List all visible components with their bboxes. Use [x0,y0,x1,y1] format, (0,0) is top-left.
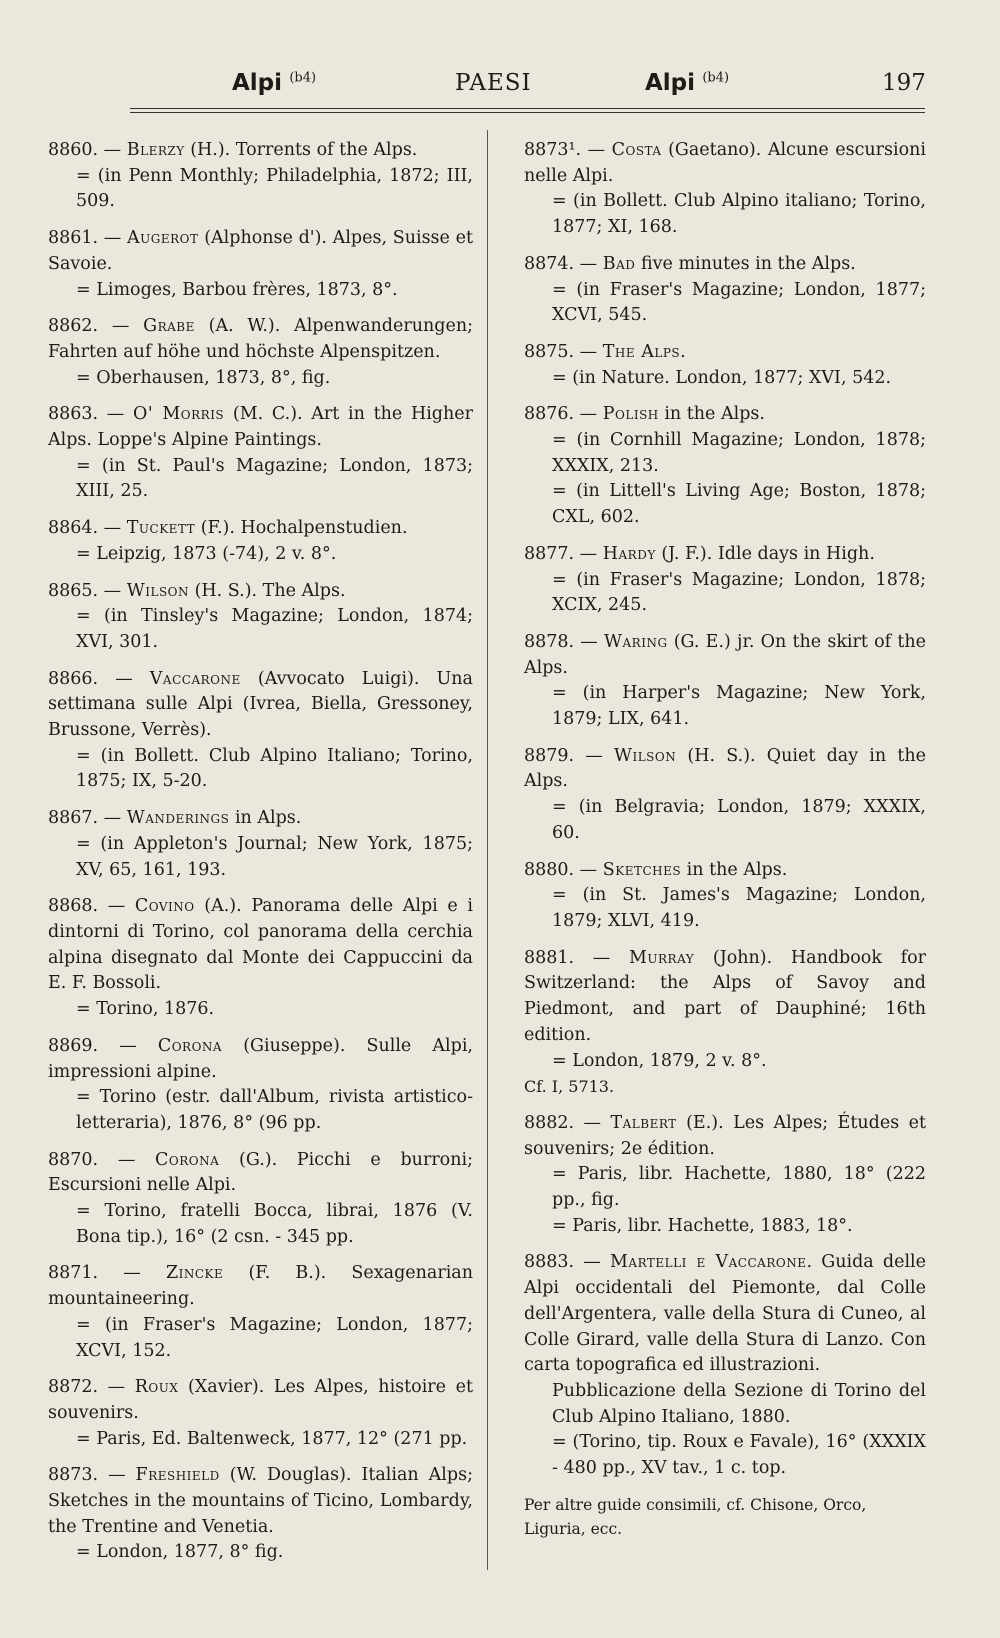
entry-8874: 8874. — Bad five minutes in the Alps. = (in Fraser's Magazine; London, 1877; XCVI, 545. [524,253,926,326]
entry-8877: 8877. — Hardy (J. F.). Idle days in High. = (in Fraser's Magazine; London, 1878; XCIX, 245. [524,543,926,616]
entry-8878: 8878. — Waring (G. E.) jr. On the skirt of the Alps. = (in Harper's Magazine; New York, 1879; LIX, 641. [524,631,926,730]
entry-8873-1: 8873¹. — Costa (Gaetano). Alcune escursioni nelle Alpi. = (in Bollett. Club Alpino italiano; Torino, 1877; XI, 168. [524,140,926,238]
entry-8862: 8862. — Grabe (A. W.). Alpenwanderungen; Fahrten auf höhe und höchste Alpenspitzen. = Oberhausen, 1873, 8°, fig. [48,316,473,388]
entry-8876: 8876. — Polish in the Alps. = (in Cornhill Magazine; London, 1878; XXXIX, 213. = (in Littell's Living Age; Boston, 1878; CXL, 602. [524,404,926,528]
entry-8864: 8864. — Tuckett (F.). Hochalpenstudien. = Leipzig, 1873 (-74), 2 v. 8°. [48,518,408,564]
entry-8865: 8865. — Wilson (H. S.). The Alps. = (in Tinsley's Magazine; London, 1874; XVI, 301. [48,580,473,652]
page-number: 197 [882,70,926,96]
entry-8860: 8860. — Blerzy (H.). Torrents of the Alps. = (in Penn Monthly; Philadelphia, 1872; III, 509. [48,140,473,212]
entry-8873: 8873. — Freshield (W. Douglas). Italian Alps; Sketches in the mountains of Ticino, Lombardy, the Trentine and Venetia. = London, 1877, 8° fig. [48,1465,473,1563]
left-column [48,138,473,1577]
header-left: Alpi $^{(b4)}$ [232,70,317,96]
entry-8879: 8879. — Wilson (H. S.). Quiet day in the Alps. = (in Belgravia; London, 1879; XXXIX, 60. [524,745,926,843]
entry-8883: 8883. — Martelli e Vaccarone. Guida delle Alpi occidentali del Piemonte, dal Colle dell'Argentera, valle della Stura di Cuneo, al Colle Girard, valle della Stura di Lanzo. Con carta topografica ed illustrazioni. Pubblicazione della Sezione di Torino del Club Alpino Italiano, 1880. = (Torino, tip. Roux e Favale), 16° (XXXIX - 480 pp., XV tav., 1 c. top. [524,1252,927,1479]
header-rule [130,108,925,109]
running-header [0,70,1000,110]
entry-8871: 8871. — Zincke (F. B.). Sexagenarian mountaineering. = (in Fraser's Magazine; London, 1877; XCVI, 152. [48,1263,473,1361]
entry-8875: 8875. — The Alps. = (in Nature. London, 1877; XVI, 542. [524,341,892,388]
entry-8861: 8861. — Augerot (Alphonse d'). Alpes, Suisse et Savoie. = Limoges, Barbou frères, 1873, 8°. [48,228,473,300]
cross-reference: Cf. I, 5713. [524,1077,615,1097]
entry-8866: 8866. — Vaccarone (Avvocato Luigi). Una settimana sulle Alpi (Ivrea, Biella, Gressoney, Brussone, Verrès). = (in Bollett. Club Alpino Italiano; Torino, 1875; IX, 5-20. [48,668,473,792]
entry-8872: 8872. — Roux (Xavier). Les Alpes, histoire et souvenirs. = Paris, Ed. Baltenweck, 1877, 12° (271 pp. [48,1377,473,1449]
right-column [524,138,926,1541]
header-section-title: PAESI [455,70,532,96]
entry-8869: 8869. — Corona (Giuseppe). Sulle Alpi, impressioni alpine. = Torino (estr. dall'Album, rivista artistico-letteraria), 1876, 8° (96 pp. [48,1035,473,1133]
entry-8882: 8882. — Talbert (E.). Les Alpes; Études et souvenirs; 2e édition. = Paris, libr. Hachette, 1880, 18° (222 pp., fig. = Paris, libr. Hachette, 1883, 18°. [524,1112,926,1236]
entry-8880: 8880. — Sketches in the Alps. = (in St. James's Magazine; London, 1879; XLVI, 419. [524,859,926,931]
entry-8867: 8867. — Wanderings in Alps. = (in Appleton's Journal; New York, 1875; XV, 65, 161, 193. [48,808,473,880]
entry-8881: 8881. — Murray (John). Handbook for Switzerland: the Alps of Savoy and Piedmont, and part of Dauphiné; 16th edition. = London, 1879, 2 v. 8°. Cf. I, 5713. [524,946,926,1100]
header-right: Alpi $^{(b4)}$ [645,70,730,96]
entry-8863: 8863. — O' Morris (M. C.). Art in the Higher Alps. Loppe's Alpine Paintings. = (in St. Paul's Magazine; London, 1873; XIII, 25. [48,404,473,502]
column-divider [487,130,488,1570]
entry-8870: 8870. — Corona (G.). Picchi e burroni; Escursioni nelle Alpi. = Torino, fratelli Bocca, librai, 1876 (V. Bona tip.), 16° (2 csn. - 345 pp. [48,1149,473,1247]
footnote: Per altre guide consimili, cf. Chisone, Orco, Liguria, ecc. [524,1495,867,1538]
header-rule-thin [130,112,925,113]
entry-8868: 8868. — Covino (A.). Panorama delle Alpi e i dintorni di Torino, col panorama della cerchia alpina disegnato dal Monte dei Cappuccini da E. F. Bossoli. = Torino, 1876. [48,896,473,1020]
